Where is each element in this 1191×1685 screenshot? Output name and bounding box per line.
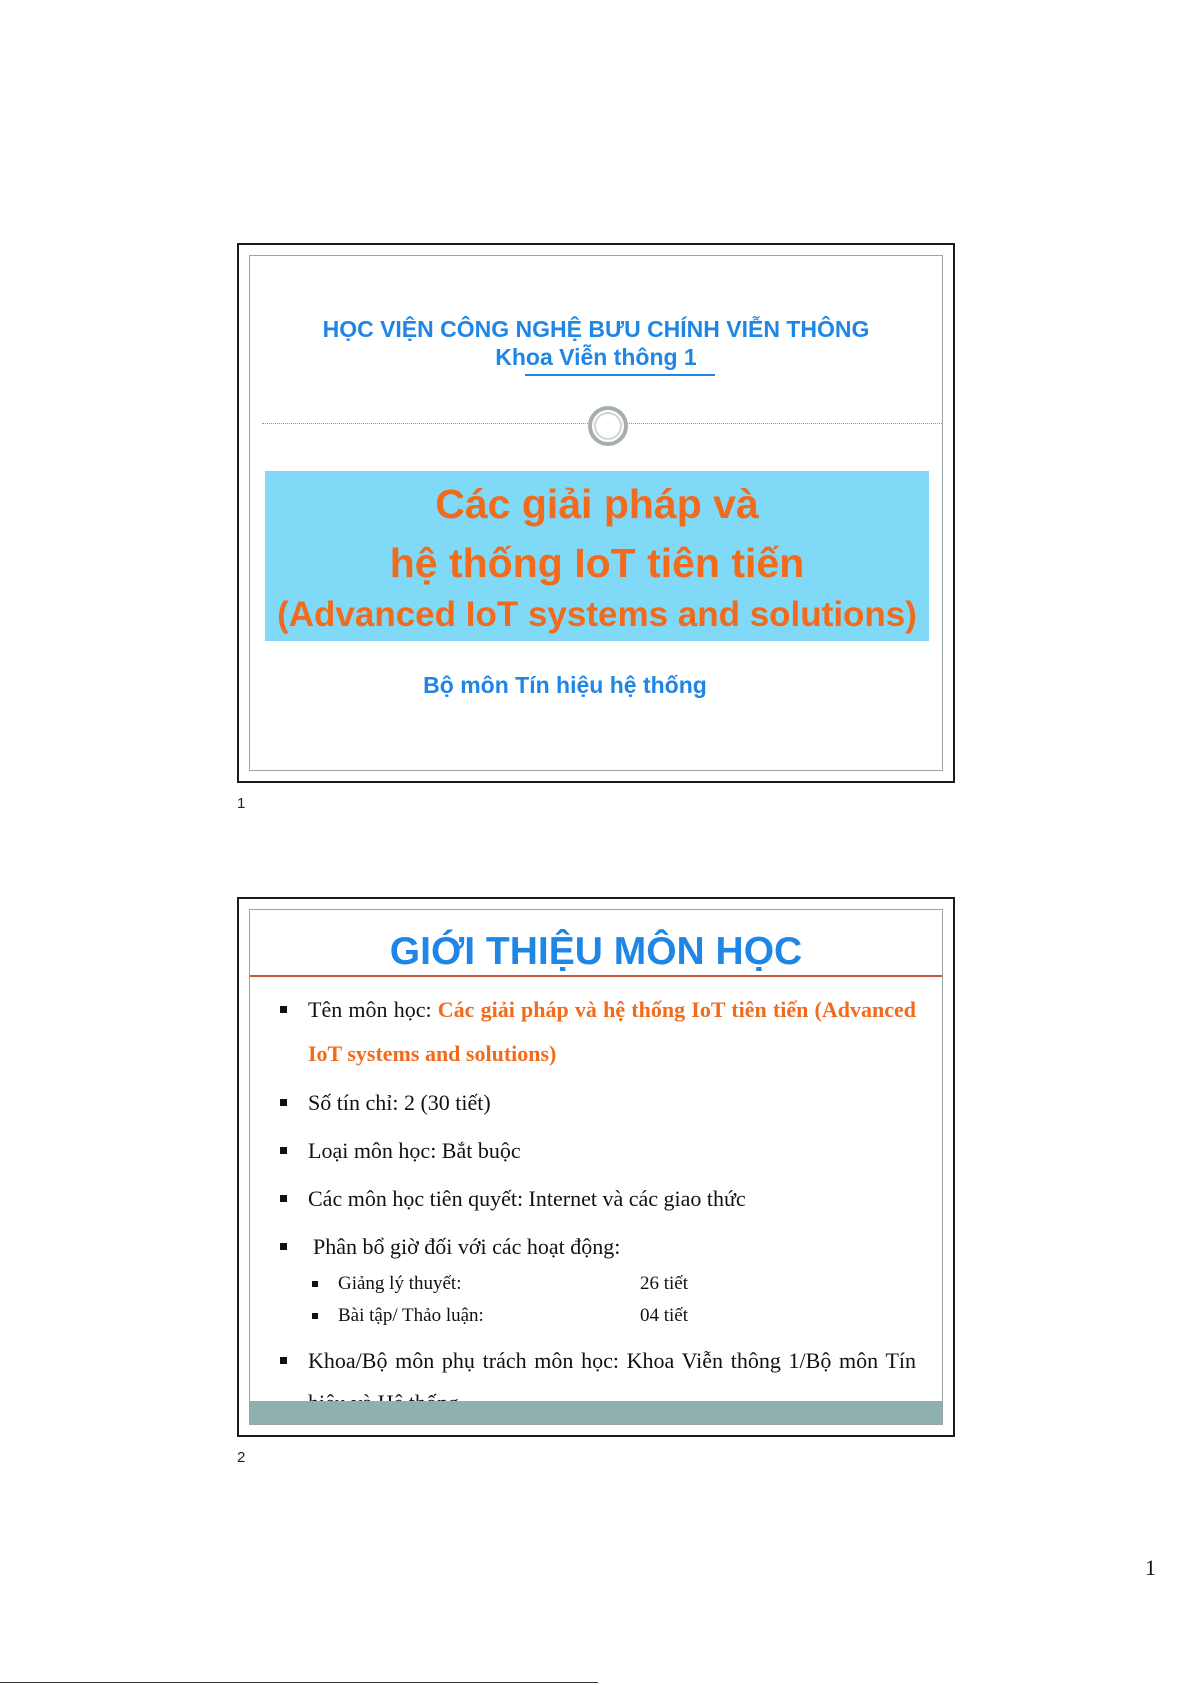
- faculty-underline: [525, 374, 715, 376]
- allocation-label: Phân bổ giờ đối với các hoạt động:: [313, 1234, 621, 1259]
- slide-2-number: 2: [237, 1449, 246, 1466]
- document-page-number: 1: [1145, 1555, 1156, 1580]
- list-item-credits: Số tín chỉ: 2 (30 tiết): [280, 1082, 916, 1124]
- department-name: Bộ môn Tín hiệu hệ thống: [423, 672, 707, 698]
- course-title-line2: hệ thống IoT tiên tiến: [389, 540, 805, 586]
- list-item-allocation: [280, 1226, 916, 1268]
- list-item-prerequisites: Các môn học tiên quyết: Internet và các giao thức: [280, 1178, 916, 1220]
- slide-2-frame: [249, 909, 943, 1425]
- sub-item-theory: [280, 1268, 916, 1300]
- slide-footer-bar: [250, 1401, 942, 1424]
- exercise-value: 04 tiết: [640, 1305, 689, 1326]
- list-item-course-type: Loại môn học: Bắt buộc: [280, 1130, 916, 1172]
- ring-ornament-icon: [588, 406, 628, 446]
- slide-2-title: GIỚI THIỆU MÔN HỌC: [389, 930, 803, 973]
- course-name-label: Tên môn học:: [308, 997, 432, 1022]
- title-band: [265, 471, 929, 641]
- course-name-en: (Advanced IoT systems and solutions): [308, 997, 916, 1066]
- list-item-responsible: Khoa/Bộ môn phụ trách môn học: Khoa Viễn thông 1/Bộ môn Tín: [280, 1340, 916, 1424]
- course-title-english: (Advanced IoT systems and solutions): [277, 595, 917, 634]
- exercise-label: Bài tập/ Thảo luận:: [338, 1305, 484, 1326]
- course-info-list: [280, 988, 916, 1424]
- theory-label: Giảng lý thuyết:: [338, 1273, 462, 1294]
- title-rule: [250, 975, 942, 977]
- slide-1: [237, 243, 955, 783]
- course-title-line1: Các giải pháp và: [435, 481, 759, 527]
- faculty-name: Khoa Viễn thông 1: [495, 344, 697, 370]
- institution-name: HỌC VIỆN CÔNG NGHỆ BƯU CHÍNH VIỄN THÔNG: [322, 316, 870, 342]
- slide-2: [237, 897, 955, 1437]
- course-name-vi: Các giải pháp và hệ thống IoT tiên tiến: [437, 997, 809, 1022]
- slide-1-frame: [249, 255, 943, 771]
- sub-item-exercise: [280, 1300, 916, 1332]
- bottom-rule: [0, 1682, 598, 1683]
- theory-value: 26 tiết: [640, 1273, 689, 1294]
- list-item-course-name: [280, 988, 916, 1076]
- slide-1-number: 1: [237, 795, 246, 812]
